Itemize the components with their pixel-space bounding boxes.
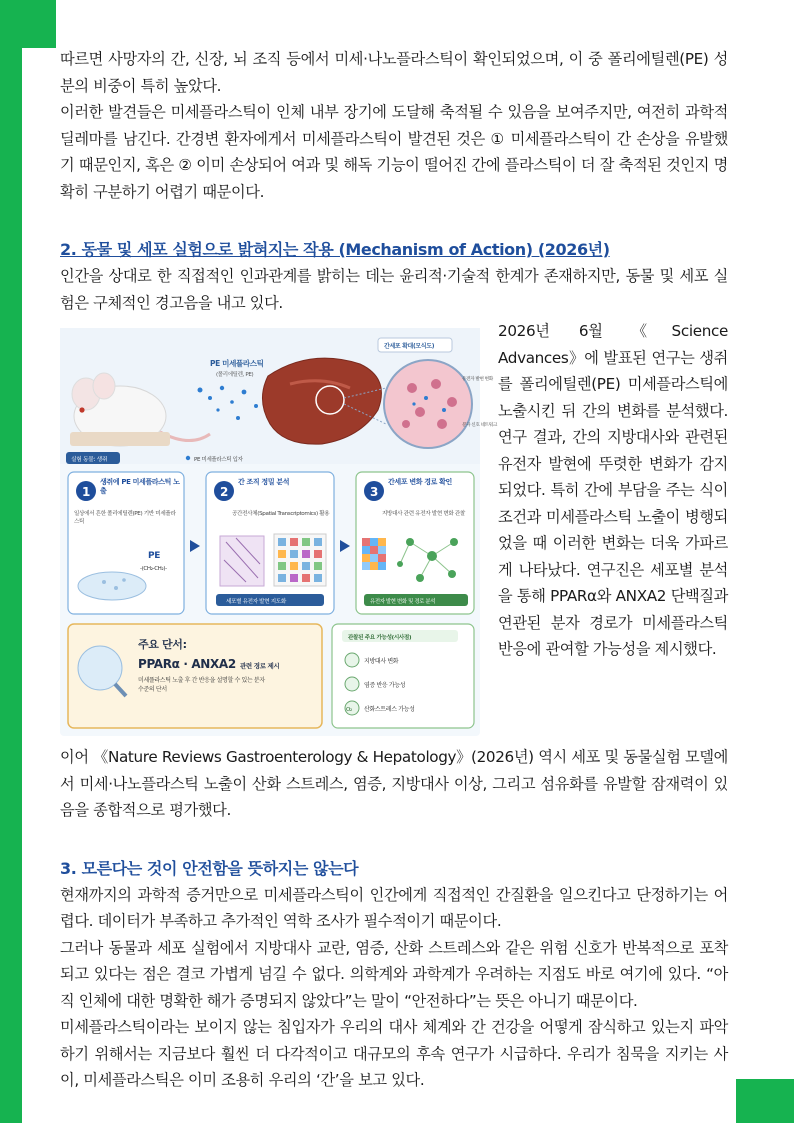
side-label-2: 분자 신호 네트워크 bbox=[462, 423, 497, 428]
step-2-desc: 공간전사체(Spatial Transcriptomics) 활용 bbox=[232, 511, 330, 517]
droplet-icon bbox=[345, 653, 359, 667]
article-body bbox=[60, 46, 728, 1094]
clue-desc: 미세플라스틱 노출 후 간 반응을 설명할 수 있는 분자 수준의 단서 bbox=[138, 677, 265, 693]
figure-with-text bbox=[60, 318, 728, 744]
section-3-heading: 3. 모른다는 것이 안전함을 뜻하지는 않는다 bbox=[60, 858, 359, 878]
obs-1: 지방대사 변화 bbox=[364, 658, 399, 665]
section-2-heading: 2. 동물 및 세포 실험으로 밝혀지는 작용 (Mechanism of Action) (2026년) bbox=[60, 240, 610, 259]
clue-title: 주요 단서: bbox=[138, 638, 187, 651]
section-2-paragraph-2: 이어 《Nature Reviews Gastroenterology & Hepatology》(2026년) 역시 세포 및 동물실험 모델에서 미세·나노플라스틱 노출이 산화 스트레스, 염증, 지방대사 이상, 그리고 섬유화를 유발할 잠재력이 있음을 종합적으로 평가했다. bbox=[60, 748, 728, 819]
legend-particle: PE 미세플라스틱 입자 bbox=[194, 457, 243, 463]
magnifier-icon bbox=[78, 646, 122, 690]
step-1-desc: 일상에서 흔한 폴리에틸렌(PE) 기반 미세플라스틱 bbox=[74, 511, 176, 525]
left-accent-bar bbox=[0, 0, 22, 1123]
section-3-paragraph-1: 현재까지의 과학적 증거만으로 미세플라스틱이 인간에게 직접적인 간질환을 일으킨다고 단정하기는 어렵다. 데이터가 부족하고 추가적인 역학 조사가 필수적이기 때문이다. bbox=[60, 885, 728, 930]
arrow-icon-1 bbox=[190, 540, 200, 552]
step-1-title: 생쥐에 PE 미세플라스틱 노출 bbox=[100, 478, 180, 495]
step-3-number: 3 bbox=[370, 485, 378, 499]
step-1-number: 1 bbox=[82, 485, 90, 499]
intro-paragraph-1: 따르면 사망자의 간, 신장, 뇌 조직 등에서 미세·나노플라스틱이 확인되었으며, 이 중 폴리에틸렌(PE) 성분의 비중이 특히 높았다. bbox=[60, 50, 728, 95]
side-label-1: 유전자 발현 변화 bbox=[462, 377, 493, 382]
obs-3: 산화스트레스 가능성 bbox=[364, 706, 415, 713]
research-figure bbox=[60, 328, 497, 736]
observations-box bbox=[332, 624, 474, 728]
cell-label: 간세포 확대(모식도) bbox=[384, 343, 435, 350]
figure-side-text: 2026년 6월 《Science Advances》에 발표된 연구는 생쥐를 폴리에틸렌(PE) 미세플라스틱에 노출시킨 뒤 간의 변화를 분석했다. 연구 결과, 간의 지방대사와 관련된 유전자 발현에 뚜렷한 변화가 감지되었다. 특히 간에 부담을 주는 식이 조건과 미세플라스틱 노출이 병행되었을 때 이러한 변화는 더욱 가파르게 나타났다. 연구진은 세포별 분석을 통해 PPARα와 ANXA2 단백질과 연관된 분자 경로가 미세플라스틱 반응에 관여할 가능성을 제시했다. bbox=[498, 322, 728, 658]
step-3-foot: 유전자 발현 변화 및 경로 분석 bbox=[370, 599, 436, 605]
pe-sub-label: (폴리에틸렌, PE) bbox=[216, 372, 254, 378]
obs-2: 염증 반응 가능성 bbox=[364, 682, 406, 689]
step-1-chem: PE bbox=[148, 551, 161, 561]
section-3-paragraph-2: 그러나 동물과 세포 실험에서 지방대사 교란, 염증, 산화 스트레스와 같은 위험 신호가 반복적으로 포착되고 있다는 점은 결코 가볍게 넘길 수 없다. 의학계와 과학계가 우려하는 지점도 바로 여기에 있다. “아직 인체에 대한 명확한 해가 증명되지 않았다”는 말이 “안전하다”는 뜻은 아니기 때문이다. bbox=[60, 938, 728, 1010]
clue-main-suffix: 관련 경로 제시 bbox=[240, 662, 280, 670]
step-3-box bbox=[356, 472, 474, 614]
top-accent-tab bbox=[22, 0, 56, 48]
petri-dish-icon bbox=[78, 572, 146, 600]
arrow-icon-2 bbox=[340, 540, 350, 552]
step-2-number: 2 bbox=[220, 485, 228, 499]
section-2-paragraph-1: 인간을 상대로 한 직접적인 인과관계를 밝히는 데는 윤리적·기술적 한계가 존재하지만, 동물 및 세포 실험은 구체적인 경고음을 내고 있다. bbox=[60, 267, 728, 312]
step-1-box bbox=[68, 472, 184, 614]
section-3-paragraph-3: 미세플라스틱이라는 보이지 않는 침입자가 우리의 대사 체계와 간 건강을 어떻게 잠식하고 있는지 파악하기 위해서는 지금보다 훨씬 더 다각적이고 대규모의 후속 연구가 시급하다. 우리가 침묵을 지키는 사이, 미세플라스틱은 이미 조용히 우리의 ‘간’을 보고 있다. bbox=[60, 1018, 728, 1089]
intro-paragraph-2: 이러한 발견들은 미세플라스틱이 인체 내부 장기에 도달해 축적될 수 있음을 보여주지만, 여전히 과학적 딜레마를 남긴다. 간경변 환자에게서 미세플라스틱이 발견된 것은 ① 미세플라스틱이 간 손상을 유발했기 때문인지, 혹은 ② 이미 손상되어 여과 및 해독 기능이 떨어진 간에 플라스틱이 더 잘 축적된 것인지 명확히 구분하기 어렵기 때문이다. bbox=[60, 103, 728, 201]
step-2-title: 간 조직 정밀 분석 bbox=[238, 478, 290, 486]
obs-title: 관찰된 주요 가능성(시사점) bbox=[348, 635, 412, 641]
step-1-formula: -(CH₂-CH₂)- bbox=[140, 566, 167, 572]
legend-mouse: 실험 동물: 생쥐 bbox=[71, 457, 108, 463]
step-2-box bbox=[206, 472, 334, 614]
step-3-title: 간세포 변화 경로 확인 bbox=[388, 478, 452, 486]
oxygen-icon: O₂ bbox=[346, 707, 352, 713]
pe-label: PE 미세플라스틱 bbox=[210, 359, 264, 368]
key-clue-box bbox=[68, 624, 322, 728]
step-2-foot: 세포별 유전자 발현 지도화 bbox=[226, 599, 286, 605]
clue-main: PPARα · ANXA2 bbox=[138, 657, 236, 671]
bottom-right-accent-block bbox=[736, 1079, 794, 1123]
step-3-desc: 지방대사 관련 유전자 발현 변화 관찰 bbox=[382, 511, 465, 517]
inflammation-icon bbox=[345, 677, 359, 691]
legend-particle-icon bbox=[186, 456, 190, 460]
